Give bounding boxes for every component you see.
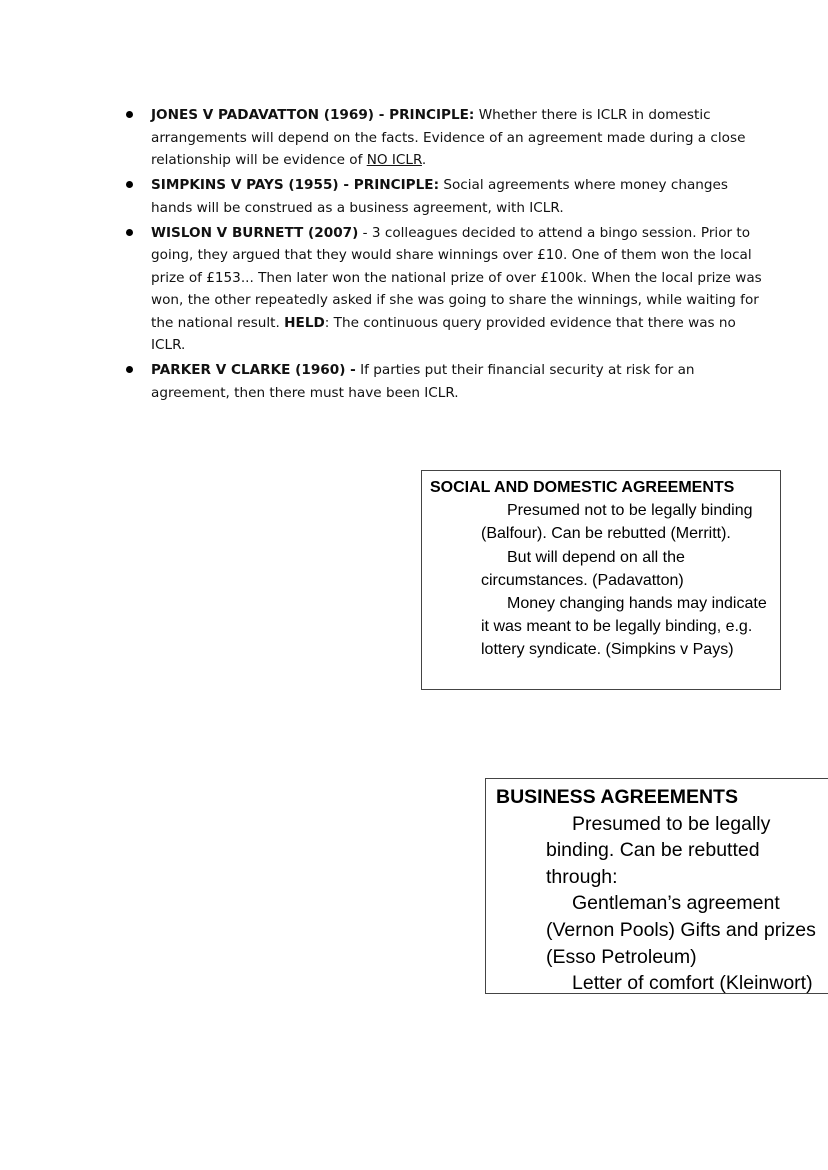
principle-label: PRINCIPLE: — [353, 177, 440, 193]
case-item-simpkins-v-pays — [126, 174, 766, 219]
held-label: HELD — [284, 314, 325, 331]
principle-label: PRINCIPLE: — [389, 107, 475, 123]
social-box-body — [481, 499, 772, 661]
held-text: : The continuous query provided evidence that there was no ICLR. — [151, 314, 736, 353]
case-item-jones-v-padavatton — [126, 104, 766, 172]
business-box-line: Gentleman’s agreement — [572, 892, 780, 915]
case-text: - 3 colleagues decided to attend a bingo session. Prior to going, they argued that they would share winnings over £10. One of them won the local prize of £153... Then later won the national prize of over £100k. When the local prize was won, the other repeatedly asked if she was going to share the winnings, while waiting for the national result. — [151, 224, 762, 331]
case-name: WISLON V BURNETT (2007) — [151, 224, 359, 241]
case-text: Social agreements where money changes hands will be construed as a business agreement, with ICLR. — [151, 177, 728, 216]
case-item-parker-v-clarke — [126, 359, 766, 404]
business-box-line: Letter of comfort (Kleinwort) — [572, 972, 813, 994]
business-box-body — [546, 811, 818, 994]
case-name: PARKER V CLARKE (1960) - — [151, 362, 356, 378]
underlined-text: NO ICLR — [366, 152, 422, 168]
business-box-line: (Esso Petroleum) — [546, 945, 697, 968]
bullet-icon — [126, 366, 133, 373]
bullet-icon — [126, 111, 133, 118]
case-text: Whether there is ICLR in domestic arrangements will depend on the facts. Evidence of an agreement made during a close relationship will be evidence of — [151, 107, 746, 168]
business-box-line: Presumed to be legally — [572, 812, 771, 835]
bullet-icon — [126, 229, 133, 236]
business-box-line: binding. Can be rebutted — [546, 839, 760, 862]
case-item-wilson-v-burnett — [126, 222, 766, 357]
business-agreements-box — [485, 778, 828, 994]
case-text: If parties put their financial security at risk for an agreement, then there must have been ICLR. — [151, 362, 695, 401]
social-box-title: SOCIAL AND DOMESTIC AGREEMENTS — [430, 479, 735, 496]
business-box-line: (Vernon Pools) Gifts and prizes — [546, 918, 816, 941]
social-box-paragraph: But will depend on all the circumstances. (Padavatton) — [481, 548, 685, 589]
business-box-line: through: — [546, 865, 618, 888]
case-name: SIMPKINS V PAYS (1955) - — [151, 177, 354, 193]
social-box-paragraph: Money changing hands may indicate it was meant to be legally binding, e.g. lottery syndicate. (Simpkins v Pays) — [481, 595, 767, 659]
social-box-paragraph: Presumed not to be legally binding (Balfour). Can be rebutted (Merritt). — [481, 502, 753, 543]
case-text-tail: . — [421, 152, 427, 168]
case-list — [126, 104, 766, 407]
bullet-icon — [126, 181, 133, 188]
social-domestic-agreements-box — [421, 470, 781, 690]
case-name: JONES V PADAVATTON (1969) - — [151, 107, 390, 123]
business-box-title: BUSINESS AGREEMENTS — [496, 786, 738, 808]
